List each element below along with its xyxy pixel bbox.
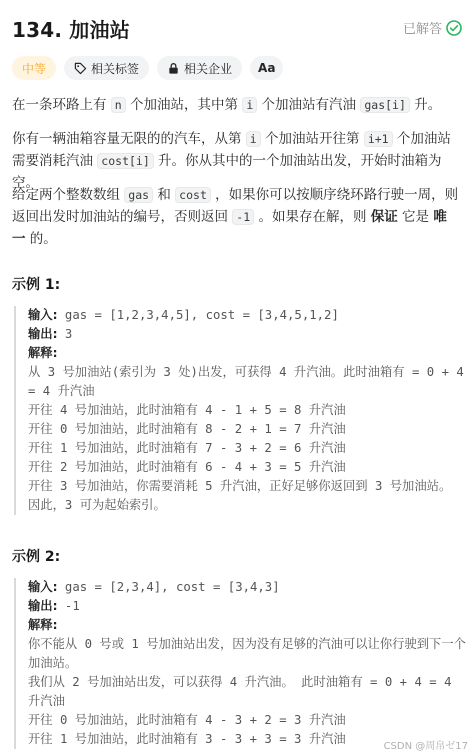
input-value: gas = [2,3,4], cost = [3,4,3] <box>57 580 280 594</box>
explain-line: 从 3 号加油站(索引为 3 处)出发，可获得 4 升汽油。此时油箱有 = 0 + 4 = 4 升汽油 <box>28 365 472 398</box>
check-circle-icon <box>446 20 462 36</box>
text: 它是 <box>397 209 434 225</box>
explain-line: 我们从 2 号加油站出发，可以获得 4 升汽油。 此时油箱有 = 0 + 4 = 4 升汽油 <box>28 675 459 708</box>
example-1-output <box>28 325 466 344</box>
solved-label: 已解答 <box>402 22 442 37</box>
input-label: 输入: <box>28 580 58 594</box>
text: 。如果存在解，则 <box>254 209 371 225</box>
tag-bar <box>12 56 283 80</box>
explain-line: 开往 3 号加油站，你需要消耗 5 升汽油，正好足够你返回到 3 号加油站。 <box>28 479 452 493</box>
inline-code: cost[i] <box>97 153 153 169</box>
related-companies-label: 相关企业 <box>184 61 233 76</box>
output-value: -1 <box>57 599 80 613</box>
example-1-explain <box>28 344 466 363</box>
explain-line: 开往 0 号加油站，此时油箱有 4 - 3 + 2 = 3 升汽油 <box>28 713 346 727</box>
text: 升。 <box>409 97 442 113</box>
inline-code: n <box>111 97 126 113</box>
example-1-box <box>14 306 472 515</box>
inline-code: i+1 <box>364 131 393 147</box>
related-tags-button[interactable] <box>64 56 149 80</box>
problem-title: 134. 加油站 <box>12 18 130 42</box>
watermark: CSDN @周帛ゼ17 <box>383 741 468 752</box>
bold-text: 保证 <box>370 209 398 225</box>
explain-line: 开往 1 号加油站，此时油箱有 7 - 3 + 2 = 6 升汽油 <box>28 441 346 455</box>
example-2-output <box>28 597 466 616</box>
inline-code: gas[i] <box>360 97 410 113</box>
difficulty-badge[interactable] <box>12 56 56 80</box>
example-2-title: 示例 2: <box>12 549 61 565</box>
lock-icon <box>167 62 180 75</box>
tag-icon <box>74 62 87 75</box>
header <box>12 14 462 44</box>
text: 在一条环路上有 <box>12 97 111 113</box>
font-toggle-button[interactable] <box>250 56 283 80</box>
text: 个加油站，其中第 <box>125 97 243 113</box>
text: 的。 <box>25 231 57 247</box>
explain-line: 开往 4 号加油站，此时油箱有 4 - 1 + 5 = 8 升汽油 <box>28 403 346 417</box>
example-2-input <box>28 578 466 597</box>
text: 个加油站开往第 <box>260 131 364 147</box>
font-toggle-icon: Aa <box>258 61 276 75</box>
explain-line: 你不能从 0 号或 1 号加油站出发，因为没有足够的汽油可以让你行驶到下一个加油站。 <box>28 637 466 670</box>
inline-code: i <box>246 131 261 147</box>
difficulty-label: 中等 <box>22 61 47 76</box>
inline-code: i <box>242 97 257 113</box>
explain-line: 开往 1 号加油站，此时油箱有 3 - 3 + 3 = 3 升汽油 <box>28 732 346 746</box>
bold-text: 唯一 <box>12 209 447 247</box>
inline-code: cost <box>175 187 211 203</box>
example-1-input <box>28 306 466 325</box>
explain-line: 开往 2 号加油站，此时油箱有 6 - 4 + 3 = 5 升汽油 <box>28 460 346 474</box>
text: 升。你从其中的一个加油站出发，开始时油箱为空。 <box>12 153 442 191</box>
explain-label: 解释: <box>28 618 58 632</box>
output-label: 输出: <box>28 599 58 613</box>
text: 和 <box>153 187 176 203</box>
explain-label: 解释: <box>28 346 58 360</box>
explain-line: 开往 0 号加油站，此时油箱有 8 - 2 + 1 = 7 升汽油 <box>28 422 346 436</box>
example-2-explain <box>28 616 466 635</box>
example-1-title: 示例 1: <box>12 277 61 293</box>
inline-code: gas <box>124 187 153 203</box>
explain-line: 因此，3 可为起始索引。 <box>28 498 166 512</box>
example-2-box <box>14 578 466 749</box>
description-paragraph-3 <box>12 184 460 250</box>
output-value: 3 <box>57 327 73 341</box>
text: 给定两个整数数组 <box>12 187 125 203</box>
description-paragraph-1 <box>12 94 460 116</box>
related-tags-label: 相关标签 <box>91 61 140 76</box>
text: 个加油站有汽油 <box>257 97 361 113</box>
text: 你有一辆油箱容量无限的的汽车，从第 <box>12 131 246 147</box>
text: 个加油站需要消耗汽油 <box>12 131 451 169</box>
inline-code: -1 <box>232 209 254 225</box>
text: ，如果你可以按顺序绕环路行驶一周，则返回出发时加油站的编号，否则返回 <box>12 187 459 225</box>
input-value: gas = [1,2,3,4,5], cost = [3,4,5,1,2] <box>57 308 339 322</box>
output-label: 输出: <box>28 327 58 341</box>
solved-status <box>403 18 462 37</box>
input-label: 输入: <box>28 308 58 322</box>
related-companies-button[interactable] <box>157 56 242 80</box>
